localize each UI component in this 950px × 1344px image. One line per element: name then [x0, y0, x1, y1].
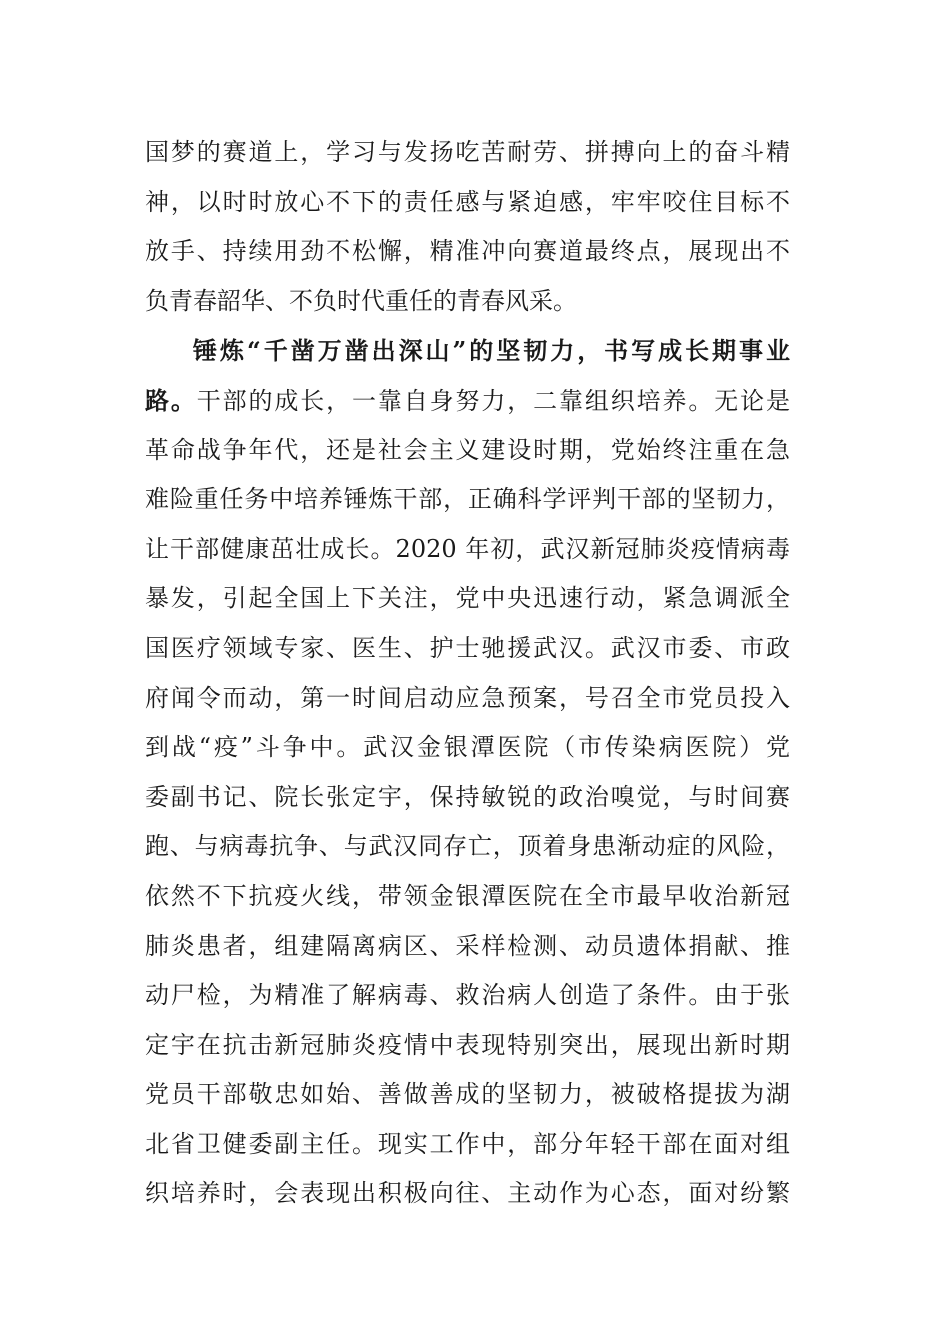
text-line	[145, 227, 790, 277]
paragraph-text: 织培养时，会表现出积极向往、主动作为心态，面对纷繁	[145, 1179, 790, 1208]
text-line	[145, 277, 790, 327]
text-line	[145, 922, 790, 972]
text-line	[145, 525, 790, 575]
paragraph-text: 动尸检，为精准了解病毒、救治病人创造了条件。由于张	[145, 981, 790, 1010]
text-line	[145, 178, 790, 228]
paragraph-text: 委副书记、院长张定宇，保持敏锐的政治嗅觉，与时间赛	[145, 782, 790, 811]
text-line	[145, 1120, 790, 1170]
text-line	[145, 822, 790, 872]
text-line	[145, 574, 790, 624]
paragraph-text: 让干部健康茁壮成长。2020 年初，武汉新冠肺炎疫情病毒	[145, 534, 790, 563]
paragraph-text: 神，以时时放心不下的责任感与紧迫感，牢牢咬住目标不	[145, 187, 790, 216]
paragraph-text: 北省卫健委副主任。现实工作中，部分年轻干部在面对组	[145, 1129, 790, 1158]
paragraph-text: 国梦的赛道上，学习与发扬吃苦耐劳、拼搏向上的奋斗精	[145, 138, 790, 166]
text-line	[145, 674, 790, 724]
text-line	[145, 773, 790, 823]
paragraph-text: 跑、与病毒抗争、与武汉同存亡，顶着身患渐动症的风险，	[145, 832, 790, 861]
bold-heading-text: 锤炼“千凿万凿出深山”的坚韧力，书写成长期事业	[193, 336, 790, 366]
paragraph-text: 党员干部敬忠如始、善做善成的坚韧力，被破格提拔为湖	[145, 1080, 790, 1109]
text-line	[145, 326, 790, 376]
text-line	[145, 475, 790, 525]
paragraph-text: 暴发，引起全国上下关注，党中央迅速行动，紧急调派全	[145, 584, 790, 613]
paragraph-text: 依然不下抗疫火线，带领金银潭医院在全市最早收治新冠	[145, 881, 790, 910]
text-line	[145, 872, 790, 922]
text-line	[145, 128, 790, 178]
paragraph-text: 负青春韶华、不负时代重任的青春风采。	[145, 286, 577, 315]
paragraph-text: 放手、持续用劲不松懈，精准冲向赛道最终点，展现出不	[145, 237, 790, 266]
paragraph-text: 国医疗领域专家、医生、护士驰援武汉。武汉市委、市政	[145, 633, 790, 662]
text-line	[145, 426, 790, 476]
paragraph-text: 定宇在抗击新冠肺炎疫情中表现特别突出，展现出新时期	[145, 1030, 790, 1059]
bold-heading-text: 路。	[145, 385, 197, 415]
text-line	[145, 971, 790, 1021]
text-line	[145, 1021, 790, 1071]
body-text	[145, 128, 790, 1219]
text-line	[145, 376, 790, 426]
paragraph-text: 难险重任务中培养锤炼干部，正确科学评判干部的坚韧力，	[145, 485, 790, 514]
paragraph-text: 到战“疫”斗争中。武汉金银潭医院（市传染病医院）党	[145, 733, 790, 762]
paragraph-text: 干部的成长，一靠自身努力，二靠组织培养。无论是	[196, 386, 790, 415]
paragraph-text: 府闻令而动，第一时间启动应急预案，号召全市党员投入	[145, 683, 790, 712]
text-line	[145, 1070, 790, 1120]
paragraph-text: 肺炎患者，组建隔离病区、采样检测、动员遗体捐献、推	[145, 931, 790, 960]
text-line	[145, 624, 790, 674]
paragraph-text: 革命战争年代，还是社会主义建设时期，党始终注重在急	[145, 435, 790, 464]
text-line	[145, 723, 790, 773]
text-line	[145, 1169, 790, 1219]
